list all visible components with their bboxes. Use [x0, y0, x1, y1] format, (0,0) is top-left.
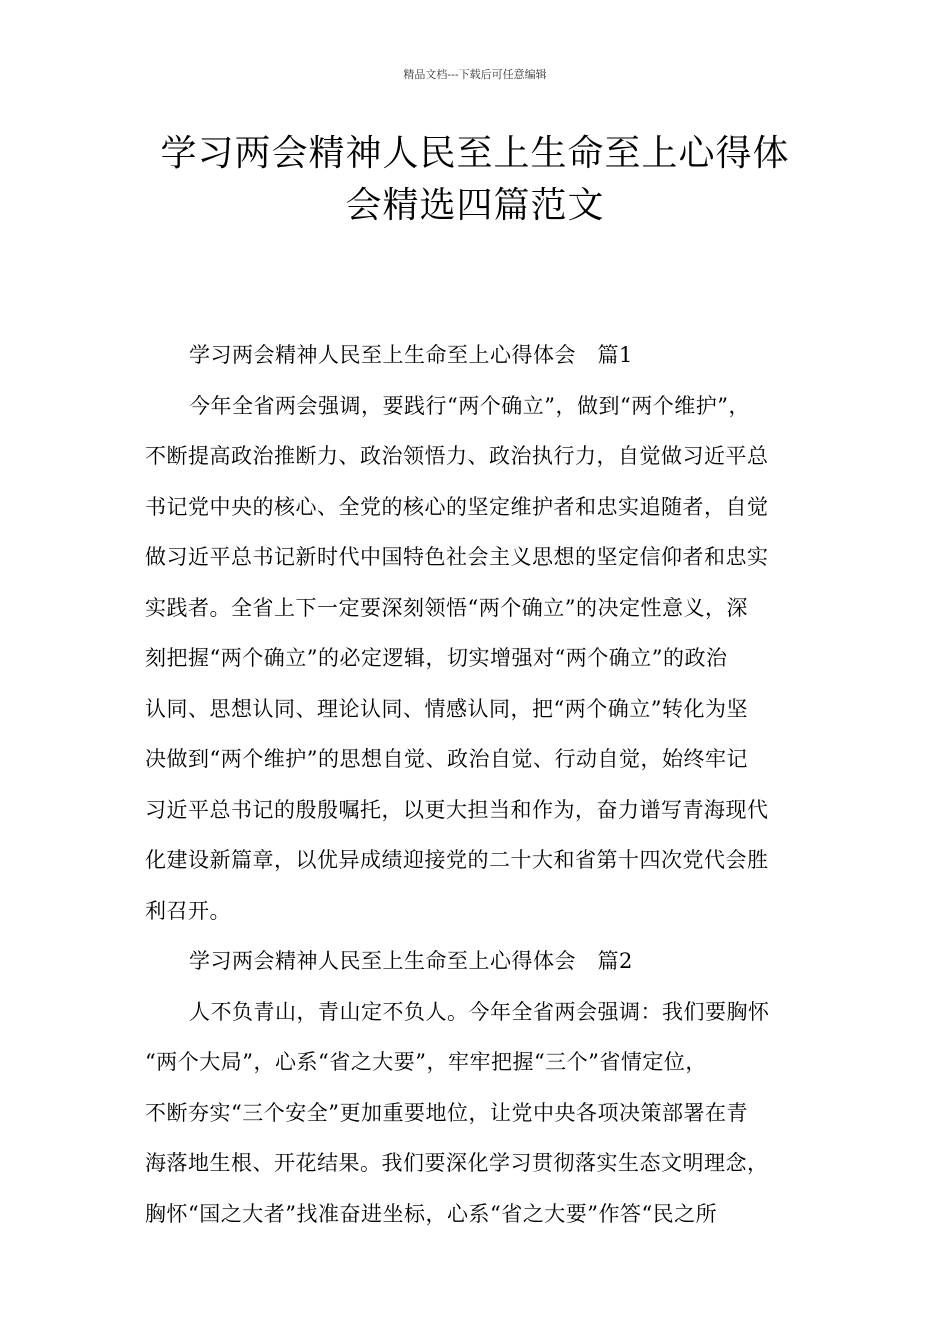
text-line: 刻把握“两个确立”的必定逻辑，切实增强对“两个确立”的政治	[145, 646, 728, 670]
text-line: “两个大局”，心系“省之大要”，牢牢把握“三个”省情定位，	[145, 1050, 707, 1074]
text-line: 不断夯实“三个安全”更加重要地位，让党中央各项决策部署在青	[145, 1100, 748, 1125]
text-line: 化建设新篇章，以优异成绩迎接党的二十大和省第十四次党代会胜	[145, 848, 769, 872]
body-text	[145, 330, 835, 1239]
text-line: 利召开。	[145, 898, 231, 923]
text-line: 实践者。全省上下一定要深刻领悟“两个确立”的决定性意义，深	[145, 595, 748, 620]
text-line: 海落地生根、开花结果。我们要深化学习贯彻落实生态文明理念，	[145, 1151, 769, 1175]
title-line-2: 会精选四篇范文	[345, 185, 605, 226]
document-title	[120, 128, 830, 232]
text-line: 胸怀“国之大者”找准奋进坐标，心系“省之大要”作答“民之所	[145, 1201, 718, 1226]
section-heading-2: 学习两会精神人民至上生命至上心得体会 篇2	[189, 949, 633, 973]
text-line: 决做到“两个维护”的思想自觉、政治自觉、行动自觉，始终牢记	[145, 747, 748, 771]
text-line: 今年全省两会强调，要践行“两个确立”，做到“两个维护”，	[189, 393, 750, 418]
header-note: 精品文档---下载后可任意编辑	[403, 68, 547, 81]
text-line: 认同、思想认同、理论认同、情感认同，把“两个确立”转化为坚	[145, 696, 748, 721]
title-line-1: 学习两会精神人民至上生命至上心得体	[160, 133, 790, 174]
text-line: 做习近平总书记新时代中国特色社会主义思想的坚定信仰者和忠实	[145, 545, 769, 569]
text-line: 书记党中央的核心、全党的核心的坚定维护者和忠实追随者，自觉	[145, 494, 769, 519]
section-heading-1: 学习两会精神人民至上生命至上心得体会 篇1	[189, 343, 633, 367]
text-line: 人不负青山，青山定不负人。今年全省两会强调：我们要胸怀	[189, 999, 770, 1024]
text-line: 不断提高政治推断力、政治领悟力、政治执行力，自觉做习近平总	[145, 444, 769, 468]
text-line: 习近平总书记的殷殷嘱托，以更大担当和作为，奋力谱写青海现代	[145, 797, 769, 822]
